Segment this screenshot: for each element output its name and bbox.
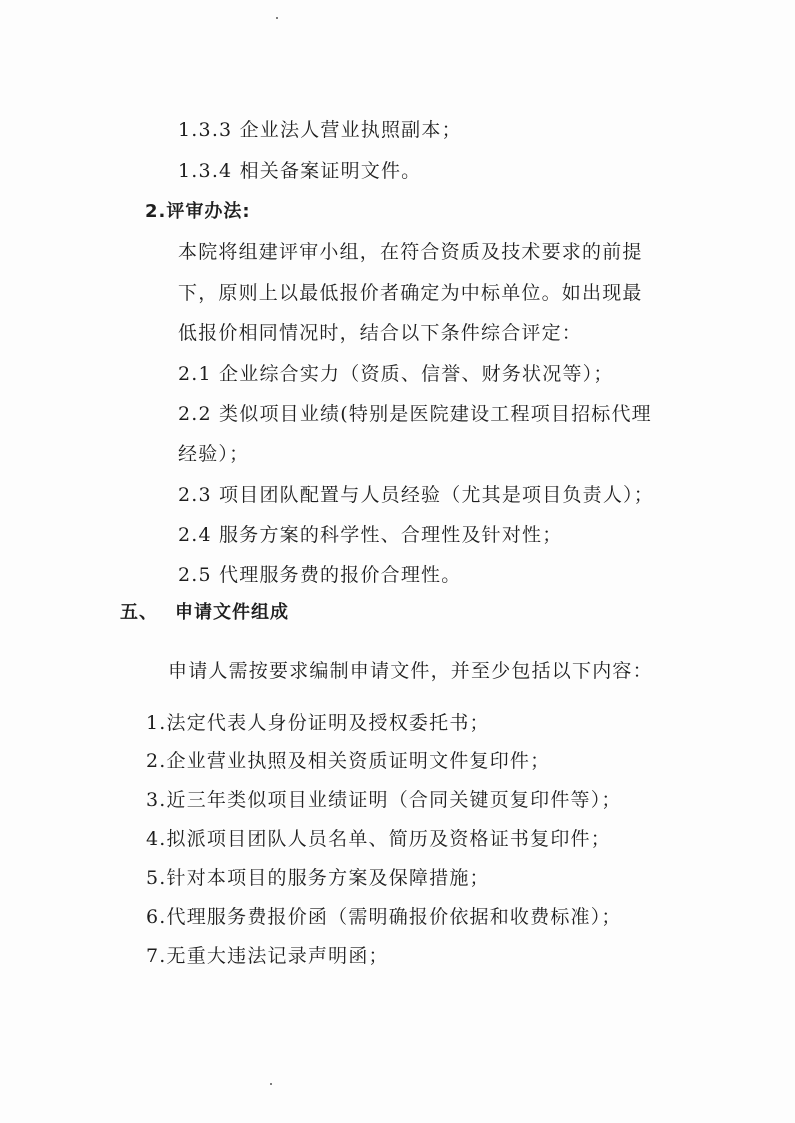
criterion-2-4: 2.4 服务方案的科学性、合理性及针对性； xyxy=(178,524,563,546)
list-item: 5.针对本项目的服务方案及保障措施； xyxy=(146,867,490,889)
item-1-3-4: 1.3.4 相关备案证明文件。 xyxy=(178,160,422,182)
evaluation-paragraph-line-1: 本院将组建评审小组，在符合资质及技术要求的前提 xyxy=(178,241,643,263)
list-item: 6.代理服务费报价函（需明确报价依据和收费标准）； xyxy=(146,906,622,928)
list-item: 1.法定代表人身份证明及授权委托书； xyxy=(146,712,490,734)
criterion-2-2-line-2: 经验）； xyxy=(178,443,250,465)
scan-speck xyxy=(270,1083,272,1085)
evaluation-paragraph-line-3: 低报价相同情况时，结合以下条件综合评定： xyxy=(178,322,583,344)
criterion-2-5: 2.5 代理服务费的报价合理性。 xyxy=(178,564,462,586)
list-item: 7.无重大违法记录声明函； xyxy=(146,945,389,967)
item-1-3-3: 1.3.3 企业法人营业执照副本； xyxy=(178,119,462,141)
section-5-number: 五、 xyxy=(120,602,158,623)
list-item: 2.企业营业执照及相关资质证明文件复印件； xyxy=(146,750,551,772)
list-item: 4.拟派项目团队人员名单、简历及资格证书复印件； xyxy=(146,828,611,850)
criterion-2-3: 2.3 项目团队配置与人员经验（尤其是项目负责人）； xyxy=(178,484,654,506)
criterion-2-2-line-1: 2.2 类似项目业绩(特别是医院建设工程项目招标代理 xyxy=(178,403,652,425)
criterion-2-1: 2.1 企业综合实力（资质、信誉、财务状况等）； xyxy=(178,363,614,385)
section-5-title: 申请文件组成 xyxy=(175,602,289,623)
evaluation-paragraph-line-2: 下，原则上以最低报价者确定为中标单位。如出现最 xyxy=(178,282,643,304)
evaluation-method-heading: 2.评审办法: xyxy=(145,201,251,222)
section-5-intro: 申请人需按要求编制申请文件，并至少包括以下内容： xyxy=(168,660,653,682)
scan-speck xyxy=(276,17,278,19)
list-item: 3.近三年类似项目业绩证明（合同关键页复印件等）； xyxy=(146,789,622,811)
